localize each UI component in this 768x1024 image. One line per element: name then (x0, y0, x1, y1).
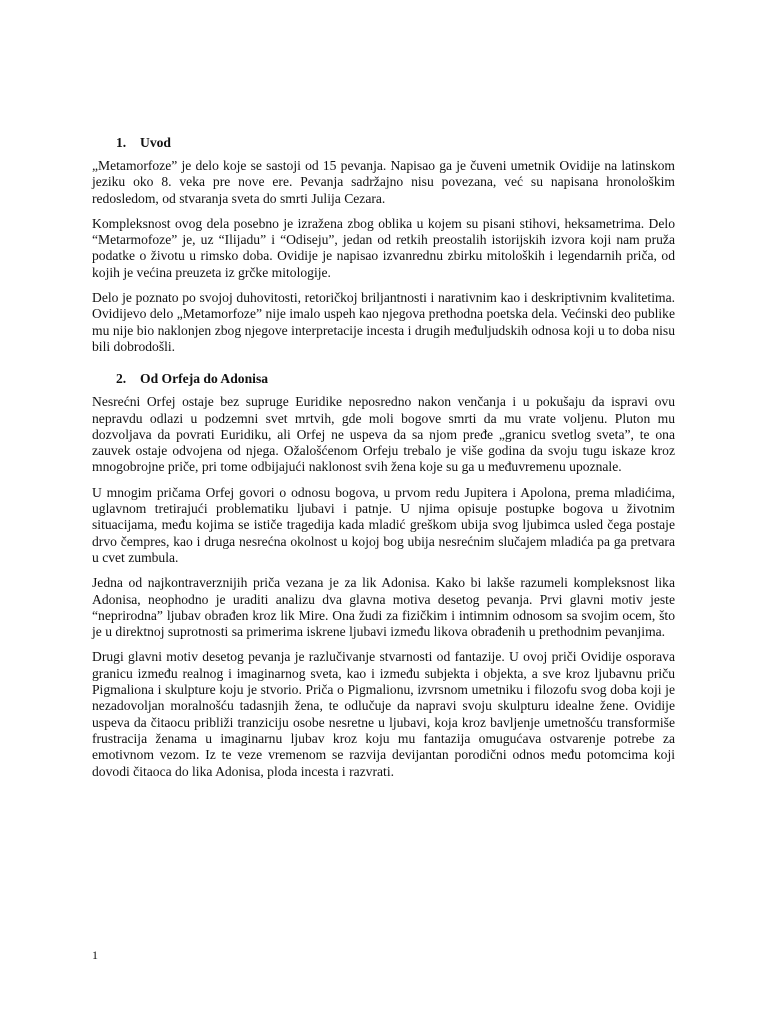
section-number: 1. (116, 135, 127, 150)
section-heading (92, 369, 675, 388)
paragraph: „Metamorfoze” je delo koje se sastoji od 15 pevanja. Napisao ga je čuveni umetnik Ovidije na latinskom jeziku oko 8. veka pre nove ere. Pevanja sadržajno nisu povezana, već su napisana hronološkim redosledom, od stvaranja sveta do smrti Julija Cezara. (92, 158, 675, 206)
section-od-orfeja-do-adonisa (92, 369, 675, 780)
page-number: 1 (92, 948, 98, 962)
paragraph: Delo je poznato po svojoj duhovitosti, retoričkoj briljantnosti i narativnim kao i deskriptivnim kvalitetima. Ovidijevo delo „Metamorfoze” nije imalo uspeh kao njegova prethodna poetska dela. Većinski deo publike mu nije bio naklonjen zbog njegove interpretacije incesta i drugih međuljudskih odnosa koji u to doba nisu bili dobrodošli. (92, 290, 675, 354)
section-title: Od Orfeja do Adonisa (140, 371, 269, 387)
section-number: 2. (116, 371, 127, 387)
section-title: Uvod (140, 135, 171, 150)
paragraph: U mnogim pričama Orfej govori o odnosu bogova, u prvom redu Jupitera i Apolona, prema mladićima, uglavnom tretirajući problematiku ljubavi i patnje. U njima opisuje postupke bogova u životnim situacijama, među kojima se ističe tragedija kada mladić greškom ubija svog ljubimca usled čega postaje drvo čempres, kao i druga nesrećna okolnost u kojoj bog ubija nesrećnim slučajem mladića pa ga pretvara u cvet zumbula. (92, 484, 675, 565)
paragraph: Drugi glavni motiv desetog pevanja je razlučivanje stvarnosti od fantazije. U ovoj priči Ovidije osporava granicu između realnog i imaginarnog sveta, kao i između subjekta i objekta, a sve kroz ljubavnu priču Pigmaliona i skulpture koju je stvorio. Priča o Pigmalionu, izvrsnom umetniku i filozofu svog doba koji je nezadovoljan moralnošću tadasnjih žena, te odlučuje da napravi svoju skulpturu idealne žene. Ovidije uspeva da čitaocu približi tranziciju osobe nesretne u ljubavi, koja kroz bavljenje umetnošću transformiše frustracija ženama u imaginarnu ljubav kroz koju mu fantazija omugućava ostvarenje potrebe za emotivnom vezom. Iz te veze vremenom se razvija devijantan porodični odnos među potomcima koji dovodi čitaoca do lika Adonisa, ploda incesta i razvrati. (92, 649, 675, 779)
paragraph: Nesrećni Orfej ostaje bez supruge Euridike neposredno nakon venčanja i u pokušaju da ispravi ovu nepravdu odlazi u podzemni svet mrtvih, gde moli bogove smrti da mu vrate voljenu. Pluton mu dozvoljava da povrati Euridiku, ali Orfej ne uspeva da sa njom pređe „granicu svetlog sveta”, te ona zauvek ostaje odvojena od njega. Ožalošćenom Orfeju trebalo je više godina da svoju tugu iskaze kroz mnogobrojne priče, pri tome odbijajući naklonost svih žena koje su ga u međuvremenu upoznale. (92, 394, 675, 475)
document-page (92, 133, 675, 789)
paragraph: Jedna od najkontraverznijih priča vezana je za lik Adonisa. Kako bi lakše razumeli kompleksnost lika Adonisa, neophodno je uraditi analizu dva glavna motiva desetog pevanja. Prvi glavni motiv jeste “neprirodna” ljubav obrađen kroz lik Mire. Ona žudi za fizičkim i intimnim odnosom sa svojim ocem, što je u direktnoj suprotnosti sa primerima iskrene ljubavi između likova obrađenih u prethodnim pevanjima. (92, 575, 675, 640)
paragraph: Kompleksnost ovog dela posebno je izražena zbog oblika u kojem su pisani stihovi, heksametrima. Delo “Metarmofoze” je, uz “Ilijadu” i “Odiseju”, jedan od retkih preostalih istorijskih izvora koji nam pruža podatke o životu u rimsko doba. Ovidije je napisao izvanrednu zbirku mitoloških i legendarnih priča, od kojih je većina preuzeta iz grčke mitologije. (92, 215, 675, 280)
section-heading (92, 133, 675, 152)
section-uvod (92, 133, 675, 355)
